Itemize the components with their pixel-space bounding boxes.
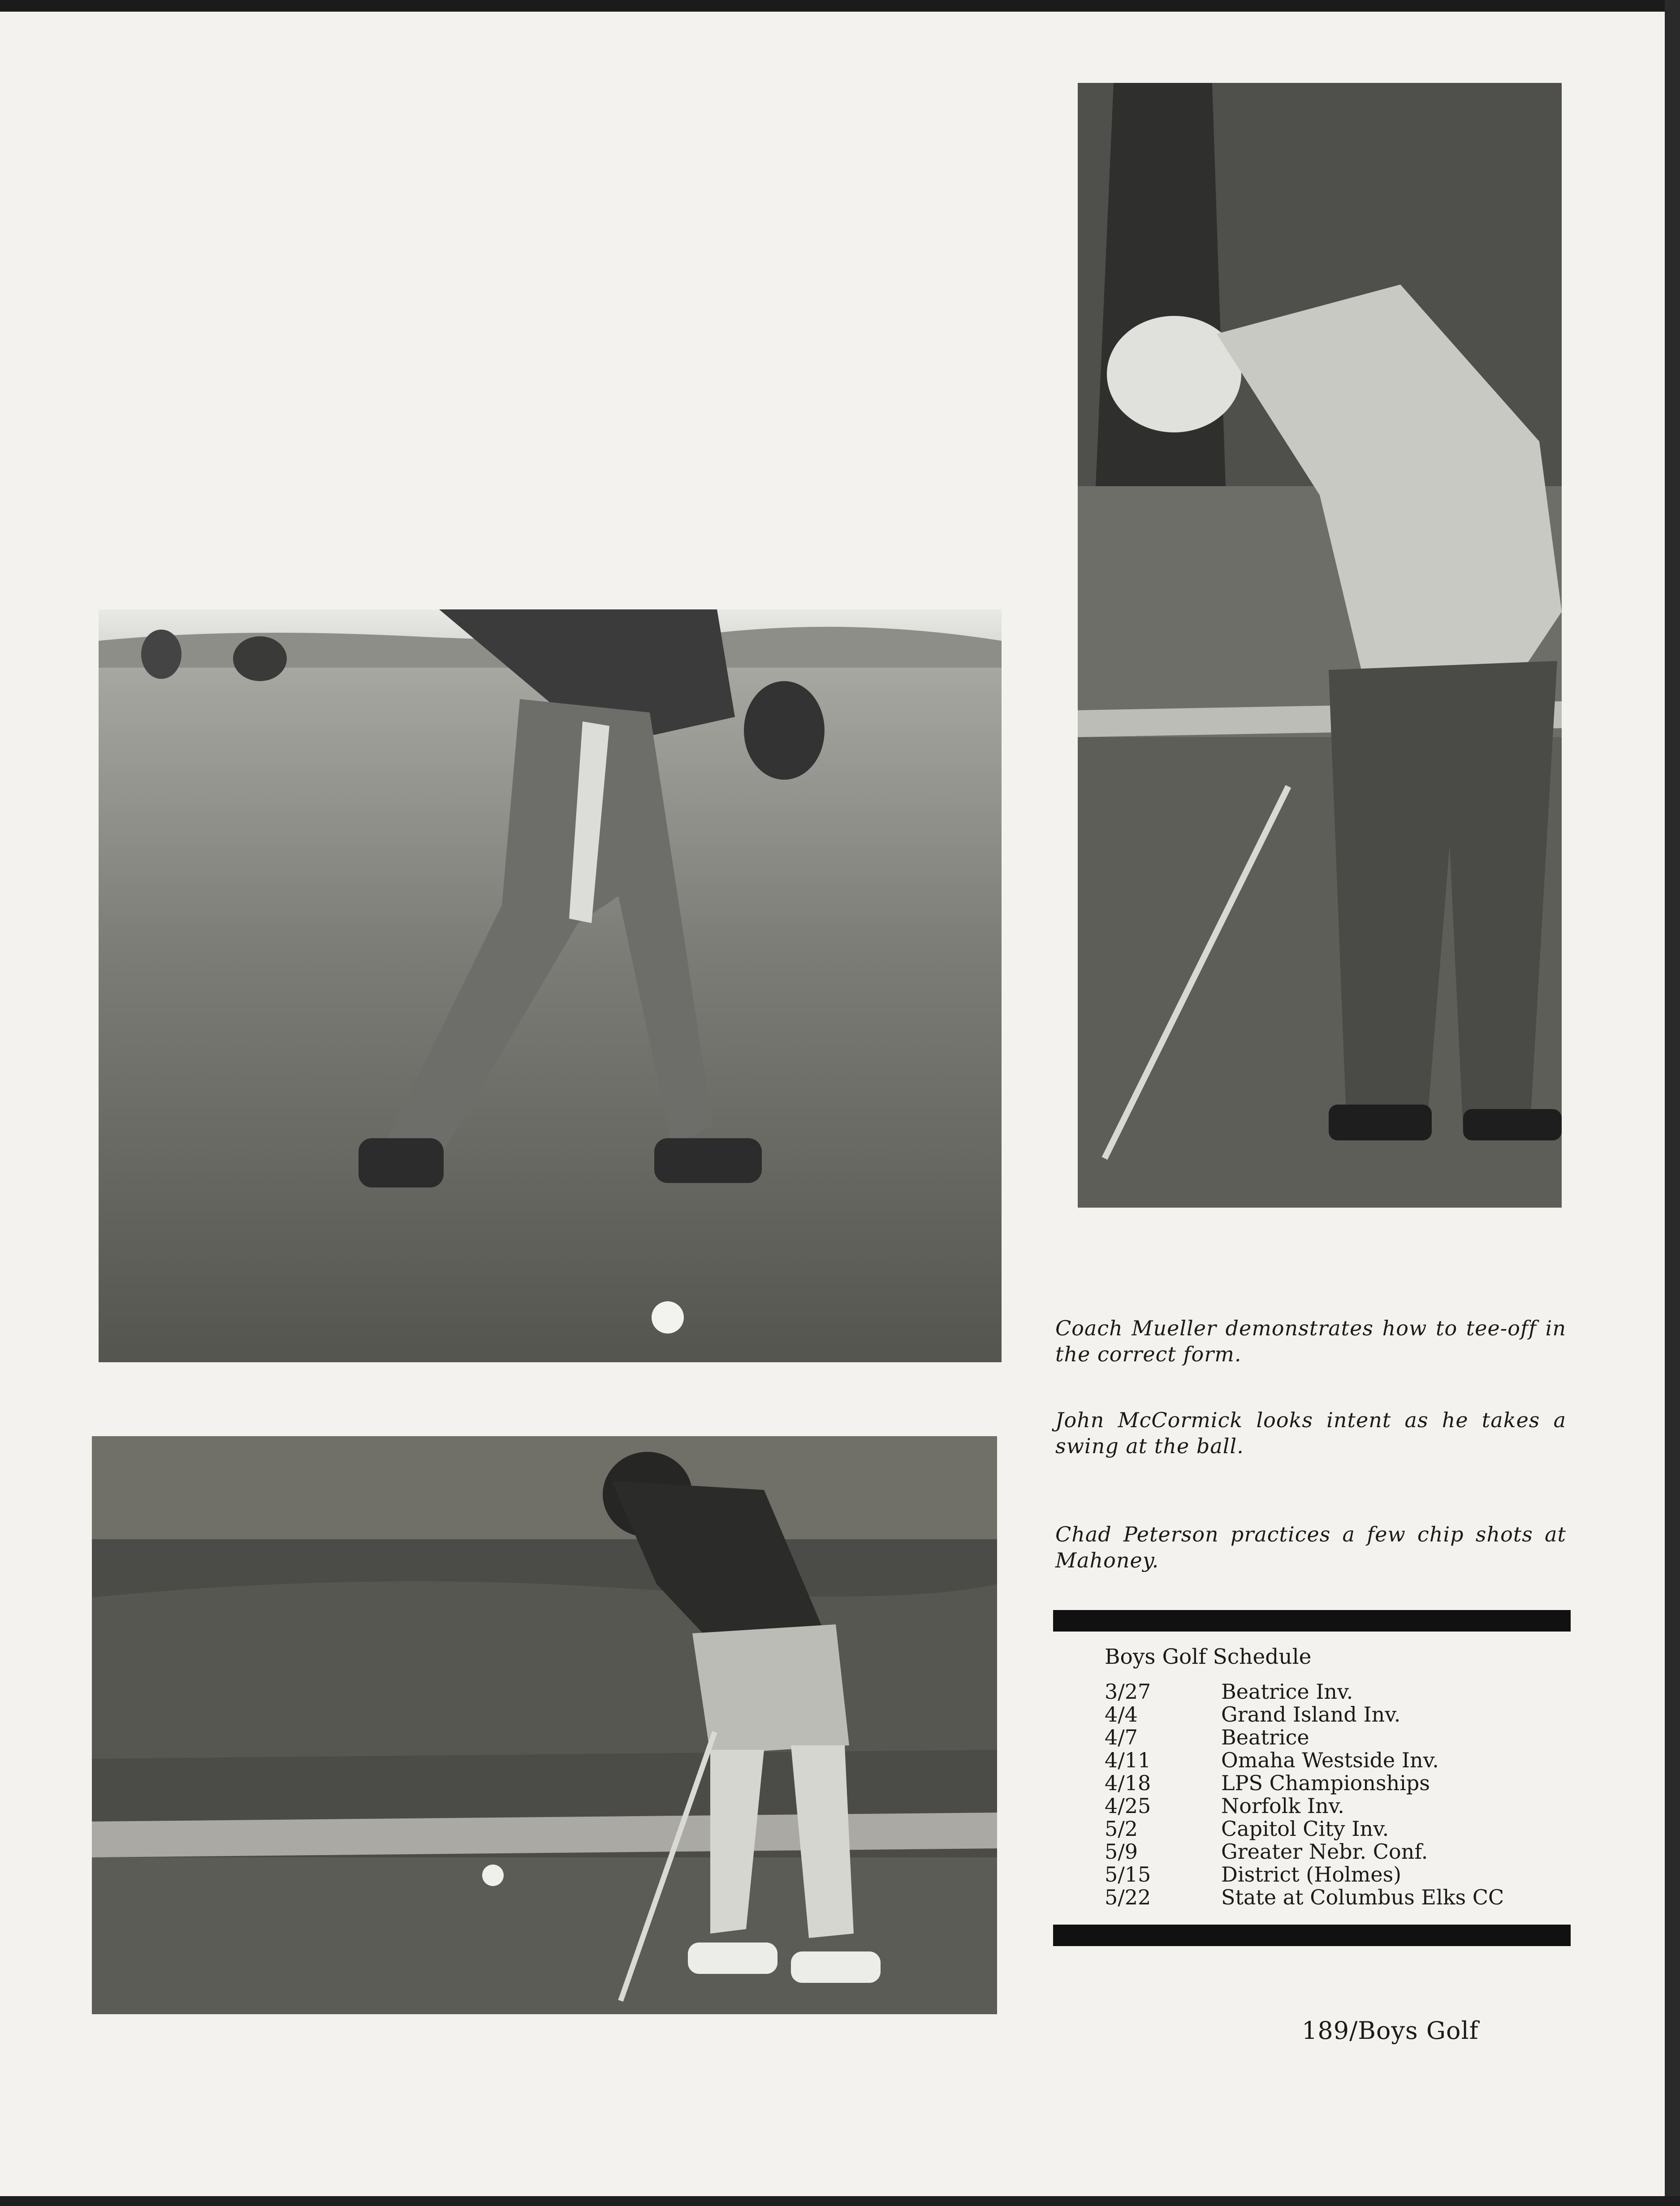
table-row <box>1105 1795 1504 1817</box>
schedule-event: District (Holmes) <box>1221 1862 1402 1887</box>
schedule-date: 5/22 <box>1105 1885 1151 1909</box>
page-folio: 189/Boys Golf <box>1302 2016 1479 2045</box>
schedule-date: 4/25 <box>1105 1794 1151 1818</box>
page-binding-edge <box>1665 0 1680 2206</box>
photo-player-chipping <box>92 1436 997 2014</box>
table-row <box>1105 1772 1504 1795</box>
page-edge-bottom <box>0 2196 1680 2206</box>
table-row <box>1105 1817 1504 1840</box>
page-edge-top <box>0 0 1680 12</box>
schedule-date: 5/15 <box>1105 1862 1151 1887</box>
schedule-event: Omaha Westside Inv. <box>1221 1748 1439 1772</box>
table-row <box>1105 1680 1504 1703</box>
schedule-date: 5/2 <box>1105 1817 1138 1841</box>
schedule-event: Greater Nebr. Conf. <box>1221 1839 1428 1864</box>
schedule-event: State at Columbus Elks CC <box>1221 1885 1504 1909</box>
table-row <box>1105 1726 1504 1749</box>
caption-coach-mueller: Coach Mueller demonstrates how to tee-off in the correct form. <box>1055 1316 1566 1366</box>
schedule-table <box>1105 1680 1504 1909</box>
photo-golfer-swinging <box>99 609 1002 1362</box>
schedule-event: LPS Championships <box>1221 1771 1430 1795</box>
schedule-date: 4/7 <box>1105 1725 1138 1749</box>
schedule-event: Capitol City Inv. <box>1221 1817 1389 1841</box>
schedule-date: 4/11 <box>1105 1748 1151 1772</box>
photo-golfer-swinging-image <box>99 609 1002 1362</box>
schedule-event: Beatrice <box>1221 1725 1309 1749</box>
schedule-date: 5/9 <box>1105 1839 1138 1864</box>
table-row <box>1105 1749 1504 1772</box>
schedule-event: Norfolk Inv. <box>1221 1794 1344 1818</box>
table-row <box>1105 1863 1504 1886</box>
photo-coach-demonstrating <box>1078 83 1562 1208</box>
caption-john-mccormick: John McCormick looks intent as he takes a swing at the ball. <box>1055 1408 1566 1458</box>
schedule-bottom-rule <box>1053 1925 1571 1946</box>
photo-coach-demonstrating-image <box>1078 83 1562 1208</box>
table-row <box>1105 1840 1504 1863</box>
schedule-event: Grand Island Inv. <box>1221 1702 1401 1727</box>
schedule-event: Beatrice Inv. <box>1221 1679 1353 1704</box>
schedule-date: 4/4 <box>1105 1702 1138 1727</box>
table-row <box>1105 1703 1504 1726</box>
photo-player-chipping-image <box>92 1436 997 2014</box>
caption-chad-peterson: Chad Peterson practices a few chip shots at Mahoney. <box>1055 1522 1566 1572</box>
schedule-date: 3/27 <box>1105 1679 1151 1704</box>
schedule-date: 4/18 <box>1105 1771 1151 1795</box>
schedule-top-rule <box>1053 1610 1571 1632</box>
schedule-title: Boys Golf Schedule <box>1105 1645 1312 1669</box>
table-row <box>1105 1886 1504 1909</box>
